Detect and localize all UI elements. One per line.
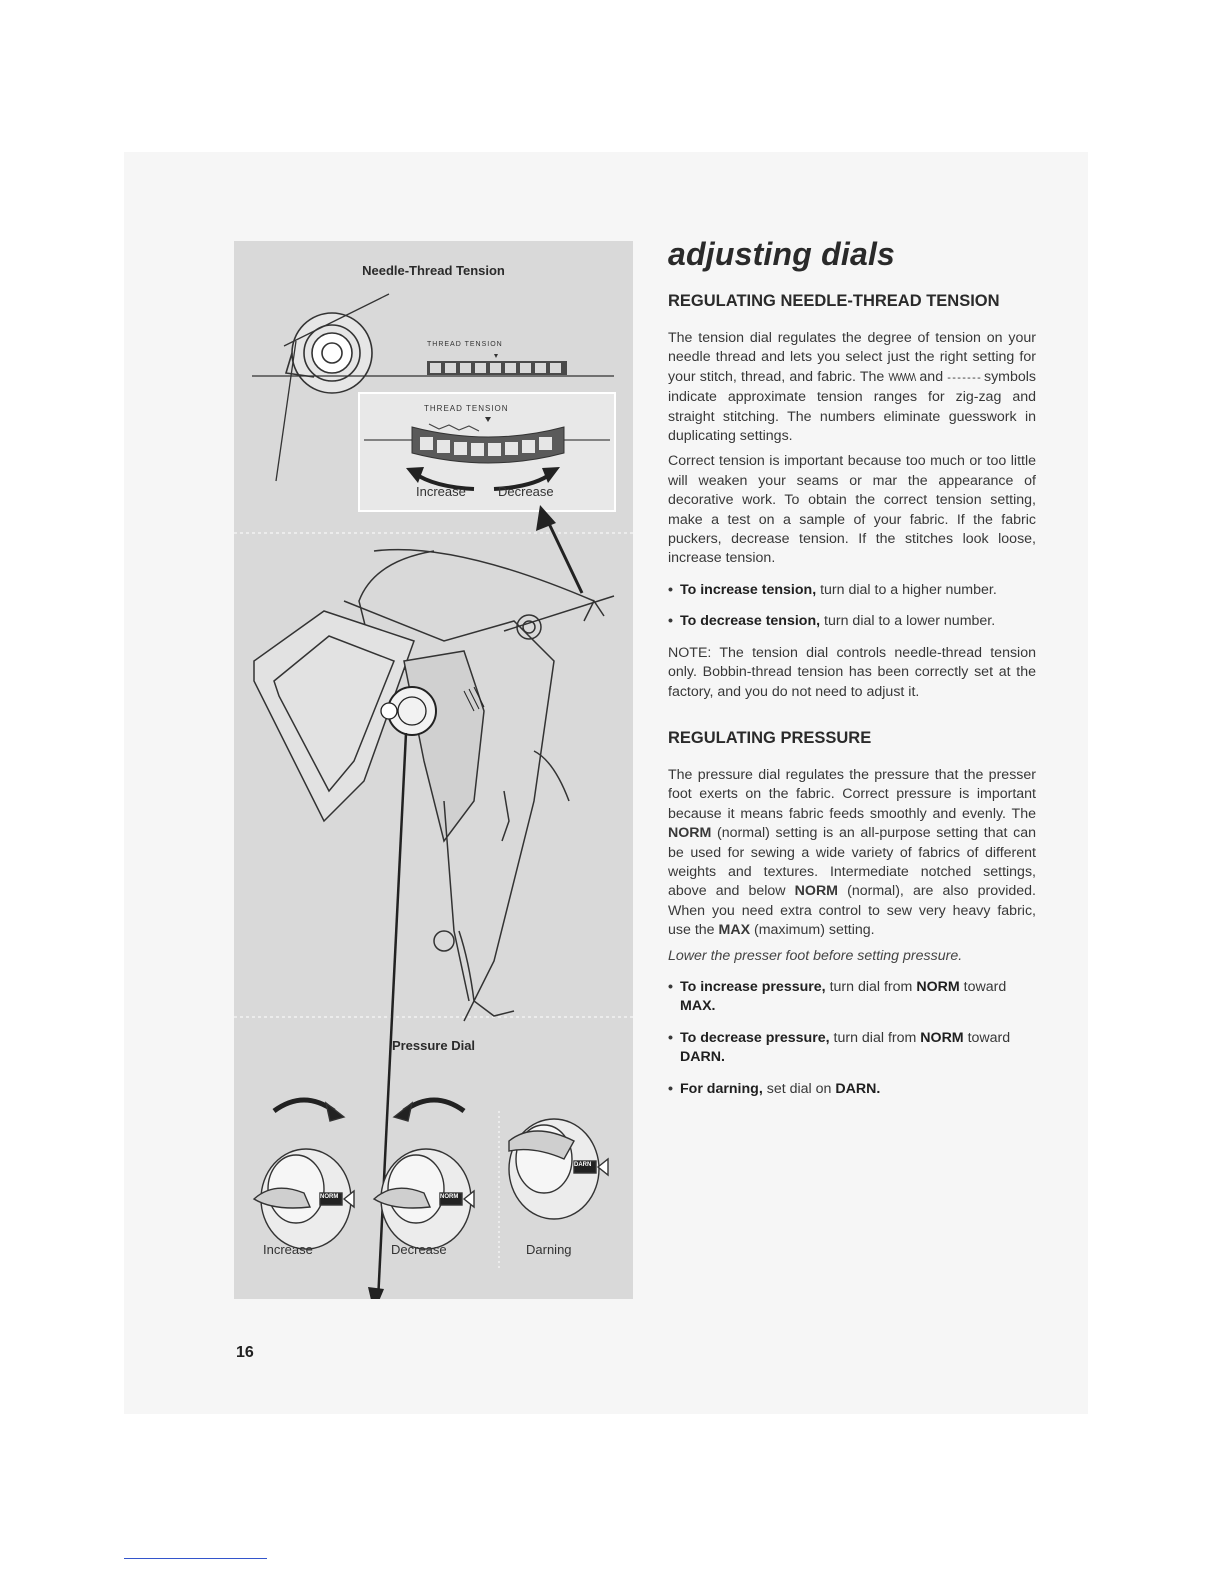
caption-decrease: Decrease: [391, 1242, 447, 1257]
decrease-label: Decrease: [498, 484, 554, 499]
straight-symbol: - - - - - - -: [947, 371, 980, 384]
dial-mark-1: NORM: [320, 1194, 339, 1200]
illustration-panel: [234, 241, 633, 1299]
list-item: • To decrease pressure, turn dial from NORM toward DARN.: [668, 1029, 1011, 1066]
pressure-paragraph-1: The pressure dial regulates the pressure that the presser foot exerts on the fabric. Correct pressure is important because it means fabric feeds smoothly and evenly. The NORM (normal) setting is an all-purpose setting that can be used for sewing a wide variety of fabrics of different weights and textures. Intermediate notched settings, above and below NORM (normal), are also provided. When you need extra control to sew very heavy fabric, use the MAX (maximum) setting.: [668, 766, 1037, 939]
pressure-dial-darning: [509, 1119, 608, 1219]
tension-section-title: REGULATING NEEDLE-THREAD TENSION: [668, 292, 1000, 310]
page-number: 16: [236, 1344, 254, 1361]
pressure-dial-increase: [254, 1100, 354, 1249]
pressure-figure-title: Pressure Dial: [391, 1038, 476, 1053]
dial-mark-3: DARN: [574, 1162, 592, 1168]
caption-darning: Darning: [526, 1242, 572, 1257]
machine-head-sketch: [254, 550, 614, 1021]
tension-paragraph-1: The tension dial regulates the degree of tension on your needle thread and lets you select just the right setting for your stitch, thread, and fabric. The \/\/\/\/\/\/\ and - - - - - - - symbols indicate approximate tension ranges for zig-zag and straight stitching. The numbers eliminate guesswork in duplicating settings.: [668, 330, 1037, 445]
pressure-italic-note: Lower the presser foot before setting pressure.: [668, 947, 963, 964]
pressure-dial-decrease: [374, 1100, 474, 1249]
tension-paragraph-2: Correct tension is important because too much or too little will weaken your seams or mar the appearance of decorative work. To obtain the correct tension setting, make a test on a sample of your fabric. If the fabric puckers, decrease tension. If the stitches look loose, increase tension.: [668, 453, 1036, 567]
increase-label: Increase: [416, 484, 466, 499]
dial-mark-2: NORM: [440, 1194, 459, 1200]
list-item: • For darning, set dial on DARN.: [668, 1080, 881, 1097]
tension-scale-small: [427, 354, 567, 375]
list-item: • To decrease tension, turn dial to a lower number.: [668, 613, 996, 630]
list-item: • To increase tension, turn dial to a higher number.: [668, 581, 997, 598]
page-heading: adjusting dials: [668, 236, 896, 272]
pressure-section-title: REGULATING PRESSURE: [668, 728, 872, 747]
list-item: • To increase pressure, turn dial from NORM toward MAX.: [668, 978, 1007, 1015]
text-column: [668, 236, 1036, 1111]
zigzag-symbol: \/\/\/\/\/\/\: [888, 371, 916, 384]
sewing-machine-illustration: [234, 241, 633, 1299]
tension-note: NOTE: The tension dial controls needle-thread tension only. Bobbin-thread tension has been correctly set at the factory, and you do not need to adjust it.: [668, 644, 1036, 700]
dial-caption-large: THREAD TENSION: [424, 404, 509, 413]
footer-divider: [124, 1558, 267, 1559]
dial-caption-small: THREAD TENSION: [427, 341, 503, 348]
tension-figure-title: Needle-Thread Tension: [362, 263, 505, 278]
caption-increase: Increase: [263, 1242, 313, 1257]
